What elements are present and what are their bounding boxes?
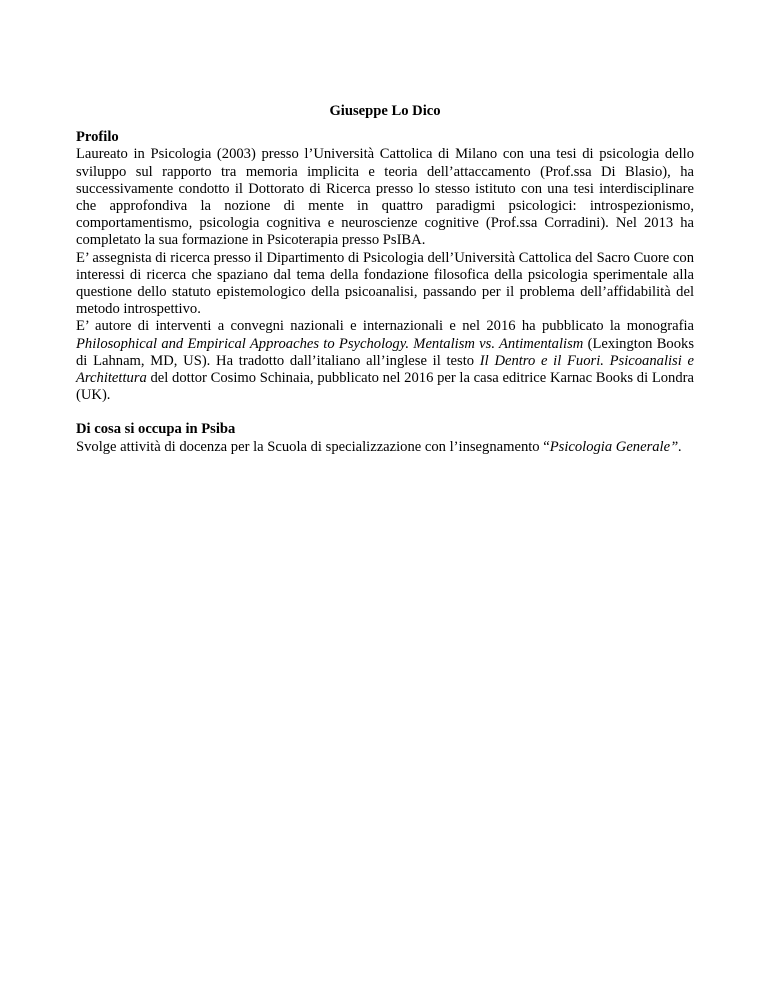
course-title: Psicologia Generale”. <box>549 438 682 455</box>
psiba-heading: Di cosa si occupa in Psiba <box>76 421 236 438</box>
profilo-paragraph-2: E’ assegnista di ricerca presso il Dipartimento di Psicologia dell’Università Cattolica del Sacro Cuore con interessi di ricerca che spaziano dal tema della fondazione filosofica della psicologia sperimentale alla questione dello statuto epistemologico della psicoanalisi, passando per il problema dell’affidabilità del metodo introspettivo. <box>76 249 694 318</box>
psiba-paragraph <box>76 439 694 456</box>
profilo-heading: Profilo <box>76 129 119 146</box>
profilo-paragraph-3 <box>76 318 694 404</box>
document-page <box>76 103 694 456</box>
psiba-text: Svolge attività di docenza per la Scuola di specializzazione con l’insegnamento “ <box>76 438 550 455</box>
document-title: Giuseppe Lo Dico <box>329 103 441 119</box>
paragraph-3-text-3: del dottor Cosimo Schinaia, pubblicato nel 2016 per la casa editrice Karnac Books di Londra (UK). <box>76 370 694 404</box>
profilo-paragraph-1: Laureato in Psicologia (2003) presso l’Università Cattolica di Milano con una tesi di psicologia dello sviluppo sul rapporto tra memoria implicita e teoria dell’attaccamento (Prof.ssa Di Blasio), ha successivamente condotto il Dottorato di Ricerca presso lo stesso istituto con una tesi interdisciplinare che approfondiva la nozione di mente in quattro paradigmi psicologici: introspezionismo, comportamentismo, psicologia cognitiva e neuroscienze cognitive (Prof.ssa Corradini). Nel 2013 ha completato la sua formazione in Psicoterapia presso PsIBA. <box>76 146 694 249</box>
paragraph-3-text-2: (Lexington Books di Lahnam, MD, US). Ha tradotto dall’italiano all’inglese il testo <box>76 335 694 369</box>
paragraph-3-text-1: E’ autore di interventi a convegni nazionali e internazionali e nel 2016 ha pubblicato la monografia <box>76 318 694 335</box>
book-title-1: Philosophical and Empirical Approaches to Psychology. Mentalism vs. Antimentalism <box>76 335 584 352</box>
section-spacer <box>76 404 694 421</box>
book-title-2: Il Dentro e il Fuori. Psicoanalisi e Architettura <box>76 352 694 387</box>
